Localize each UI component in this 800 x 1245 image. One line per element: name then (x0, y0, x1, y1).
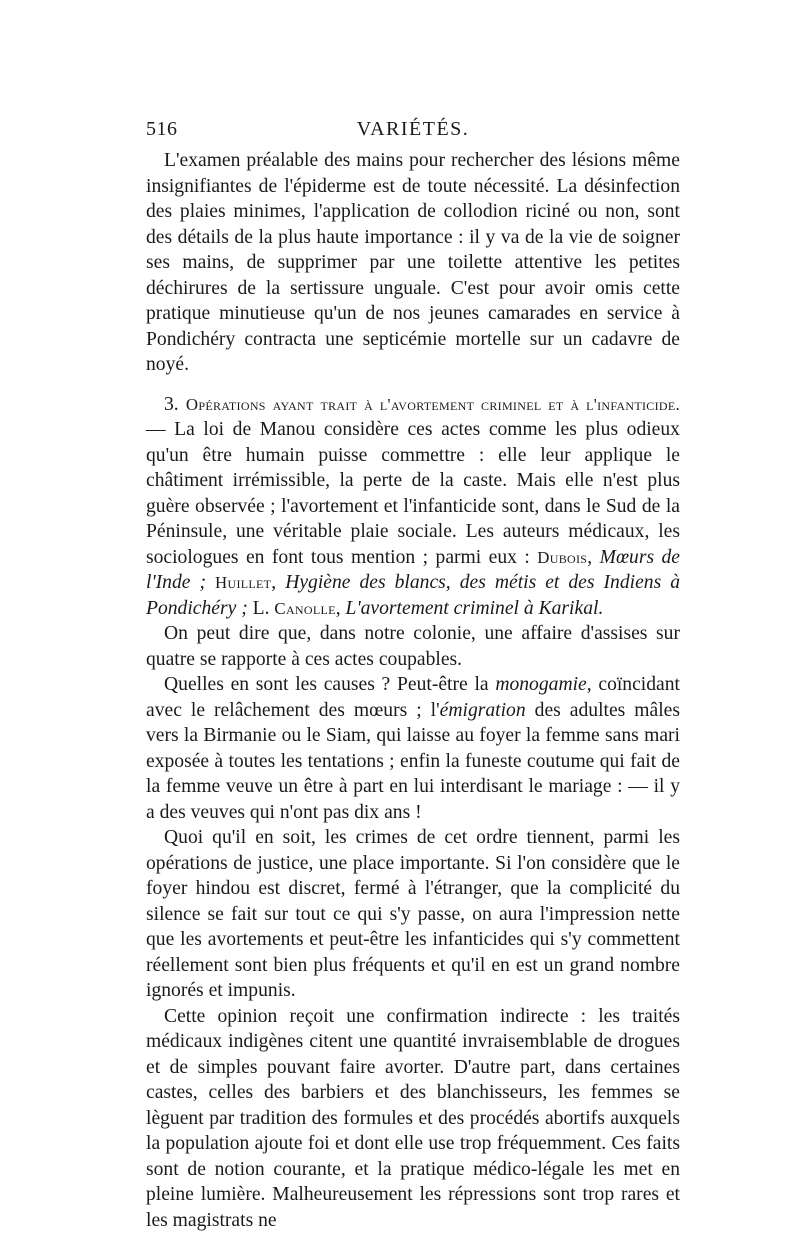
work-title-avortement: L'avortement criminel à Karikal. (345, 597, 604, 619)
emphasis-monogamie: monogamie, (495, 674, 592, 695)
paragraph-hand-hygiene: L'examen préalable des mains pour rechercher des lésions même insignifiantes de l'épiderme est de toute nécessité. La désinfection des plaies minimes, l'application de collodion riciné ou non, sont des détails de la plus haute importance : il y va de la vie de soigner ses mains, de supprimer par une toilette attentive les petites déchirures de la sertissure unguale. C'est pour avoir omis cette pratique minutieuse qu'un de nos jeunes camarades en service à Pondichéry contracta une septicémie mortelle sur un cadavre de noyé. (146, 150, 680, 375)
separator: L. (247, 597, 275, 619)
author-canolle: Canolle (274, 598, 336, 618)
emphasis-emigration: émigration (439, 699, 526, 721)
page-number: 516 (146, 118, 178, 140)
section-heading: Opérations ayant trait à l'avortement criminel et à l'infanticide. (185, 394, 681, 414)
paragraph-assizes: On peut dire que, dans notre colonie, une affaire d'assises sur quatre se rapporte à ces actes coupables. (146, 623, 680, 670)
paragraph-causes (146, 672, 680, 825)
paragraph-justice: Quoi qu'il en soit, les crimes de cet ordre tiennent, parmi les opérations de justice, une place importante. Si l'on considère que le foyer hindou est discret, fermé à l'étranger, que la complicité du silence se fait sur tout ce qui s'y passe, on aura l'impression nette que les avortements et peut-être les infanticides qui s'y commettent réellement sont bien plus fréquents et qu'il en est un grand nombre ignorés et impunis. (146, 827, 680, 1001)
text-run: des adultes mâles vers la Birmanie ou le Siam, qui laisse au foyer la femme sans mari exposée à toutes les tentations ; enfin la funeste coutume qui fait de la femme veuve un être à part en lui interdisant le mariage : — il y a des veuves qui n'ont pas dix ans ! (146, 699, 680, 823)
text-run: coïncidant avec le relâchement des mœurs ; l' (146, 674, 680, 721)
text-run: Quelles en sont les causes ? Peut-être la (164, 674, 496, 695)
work-title-moeurs: Mœurs de l'Inde ; (146, 546, 680, 593)
author-dubois: Dubois (537, 547, 588, 567)
running-head: VARIÉTÉS. (356, 118, 470, 140)
separator: , (335, 597, 346, 619)
separator: , (587, 546, 600, 568)
body-text (146, 148, 680, 1233)
section-3-paragraph (146, 392, 680, 622)
section-dash: — (146, 419, 175, 440)
separator: , (271, 572, 286, 593)
separator (206, 572, 215, 593)
work-title-hygiene: Hygiène des blancs, des métis et des Indiens à Pondichéry ; (146, 572, 681, 619)
section-intro-text: La loi de Manou considère ces actes comme les plus odieux qu'un être humain puisse commettre : elle leur applique le châtiment irrémissible, la perte de la caste. Mais elle n'est plus guère observée ; l'avortement et l'infanticide sont, dans le Sud de la Péninsule, une véritable plaie sociale. Les auteurs médicaux, les sociologues en font tous mention ; parmi eux : (146, 419, 680, 568)
paragraph-confirmation: Cette opinion reçoit une confirmation indirecte : les traités médicaux indigènes citent une quantité invraisemblable de drogues et de simples pouvant faire avorter. D'autre part, dans certaines castes, celles des barbiers et des blanchisseurs, les femmes se lèguent par tradition des formules et des procédés abortifs auxquels la population ajoute foi et dont elle use trop fréquemment. Ces faits sont de notion courante, et la pratique médico-légale les met en pleine lumière. Malheureusement les répressions sont trop rares et les magistrats ne (146, 1005, 680, 1231)
page-header (146, 118, 680, 144)
section-number: 3. (164, 393, 179, 415)
author-huillet: Huillet (215, 573, 272, 592)
